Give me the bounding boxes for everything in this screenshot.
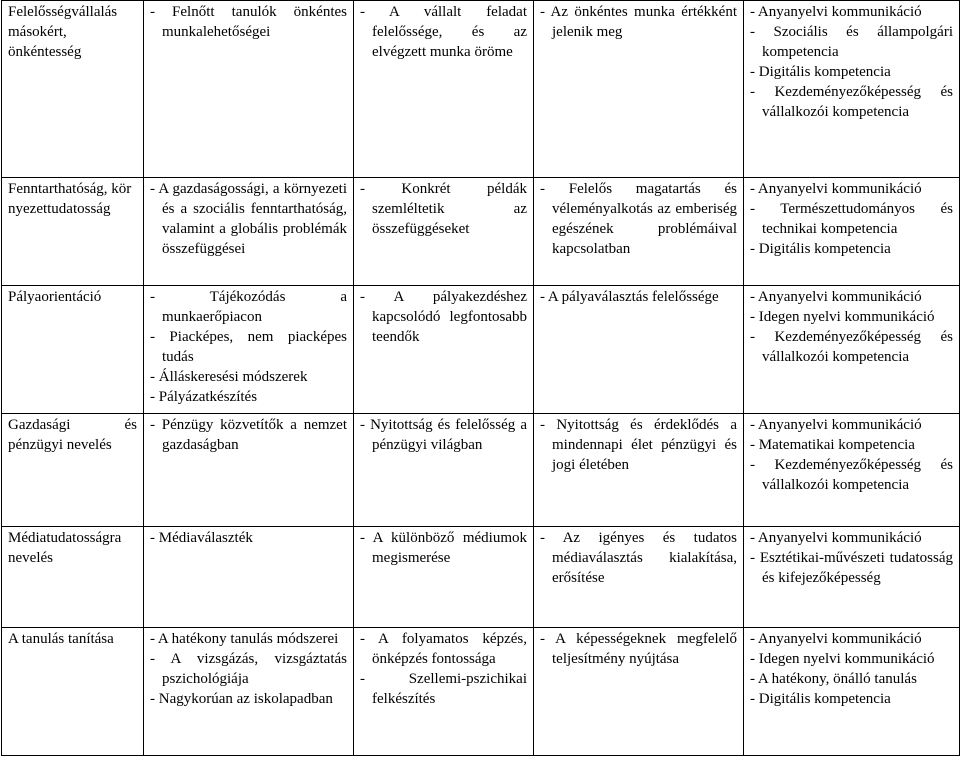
- content-cell: [144, 414, 354, 527]
- list-item: - Idegen nyelvi kommunikáció: [750, 651, 935, 667]
- topic-cell: [2, 286, 144, 414]
- goals-cell: [354, 628, 534, 756]
- list-item: - Az önkéntes munka értékként jelenik meg: [540, 4, 737, 40]
- list-item: - A pályakezdéshez kapcsolódó legfontosabb teendők: [360, 289, 527, 345]
- topic-text: Pályaorientáció: [8, 289, 102, 305]
- list-item: - Álláskeresési módszerek: [150, 369, 308, 385]
- curriculum-table: [1, 0, 960, 756]
- topic-cell: [2, 178, 144, 286]
- list-item: - Anyanyelvi kommunikáció: [750, 631, 922, 647]
- content-cell: [144, 286, 354, 414]
- list-item: - Felelős magatartás és véleményalkotás az emberiség egészének problémáival kapcsolatban: [540, 181, 737, 257]
- table-row: [2, 414, 960, 527]
- list-item: - Nyitottság és érdeklődés a mindennapi élet pénzügyi és jogi életében: [540, 417, 737, 473]
- content-cell: [144, 1, 354, 178]
- list-item: - Anyanyelvi kommunikáció: [750, 289, 922, 305]
- list-item: - Kezdeményezőképesség és vállalkozói kompetencia: [750, 329, 953, 365]
- attitudes-cell: [534, 527, 744, 628]
- list-item: - Szellemi-pszichikai felkészítés: [360, 671, 527, 707]
- list-item: - A pályaválasztás felelőssége: [540, 289, 719, 305]
- topic-text: A tanulás tanítása: [8, 631, 114, 647]
- attitudes-cell: [534, 414, 744, 527]
- list-item: - Anyanyelvi kommunikáció: [750, 530, 922, 546]
- list-item: - Esztétikai-művészeti tudatosság és kifejezőképesség: [750, 550, 953, 586]
- competences-cell: [744, 286, 960, 414]
- list-item: - Pénzügy közvetítők a nemzet gazdaságban: [150, 417, 347, 453]
- competences-cell: [744, 628, 960, 756]
- topic-cell: [2, 628, 144, 756]
- goals-cell: [354, 286, 534, 414]
- list-item: - Piacképes, nem piacképes tudás: [150, 329, 347, 365]
- topic-text: Felelősségvállalás másokért, önkéntesség: [8, 4, 118, 60]
- list-item: - Anyanyelvi kommunikáció: [750, 181, 922, 197]
- competences-cell: [744, 527, 960, 628]
- list-item: - A hatékony, önálló tanulás: [750, 671, 917, 687]
- topic-text: Médiatudatosságra nevelés: [8, 530, 122, 566]
- list-item: - Médiaválaszték: [150, 530, 253, 546]
- list-item: - Matematikai kompetencia: [750, 437, 915, 453]
- list-item: - Anyanyelvi kommunikáció: [750, 417, 922, 433]
- table-row: [2, 286, 960, 414]
- attitudes-cell: [534, 286, 744, 414]
- list-item: - Anyanyelvi kommunikáció: [750, 4, 922, 20]
- list-item: - Digitális kompetencia: [750, 691, 891, 707]
- competences-cell: [744, 414, 960, 527]
- list-item: - Kezdeményezőképesség és vállalkozói kompetencia: [750, 84, 953, 120]
- list-item: - Digitális kompetencia: [750, 64, 891, 80]
- list-item: - Az igényes és tudatos médiaválasztás kialakítása, erősítése: [540, 530, 737, 586]
- table-row: [2, 628, 960, 756]
- topic-cell: [2, 527, 144, 628]
- goals-cell: [354, 414, 534, 527]
- list-item: - A folyamatos képzés, önképzés fontossága: [360, 631, 527, 667]
- list-item: - Idegen nyelvi kommunikáció: [750, 309, 935, 325]
- list-item: - Felnőtt tanulók önkéntes munkalehetőségei: [150, 4, 347, 40]
- topic-text: Fenntarthatóság, környezettudatosság: [8, 181, 132, 217]
- goals-cell: [354, 1, 534, 178]
- list-item: - Pályázatkészítés: [150, 389, 258, 405]
- content-cell: [144, 628, 354, 756]
- competences-cell: [744, 1, 960, 178]
- list-item: - A vállalt feladat felelőssége, és az elvégzett munka öröme: [360, 4, 527, 60]
- content-cell: [144, 178, 354, 286]
- table-row: [2, 178, 960, 286]
- list-item: - A képességeknek megfelelő teljesítmény nyújtása: [540, 631, 737, 667]
- table-row: [2, 527, 960, 628]
- topic-text: Gazdasági és pénzügyi nevelés: [8, 417, 137, 453]
- table-row: [2, 1, 960, 178]
- list-item: - A hatékony tanulás módszerei: [150, 631, 339, 647]
- list-item: - Szociális és állampolgári kompetencia: [750, 24, 953, 60]
- list-item: - A vizsgázás, vizsgáztatás pszichológiája: [150, 651, 347, 687]
- topic-cell: [2, 1, 144, 178]
- list-item: - A gazdaságossági, a környezeti és a szociális fenntarthatóság, valamint a globális problémák összefüggései: [150, 181, 347, 257]
- list-item: - A különböző médiumok megismerése: [360, 530, 527, 566]
- attitudes-cell: [534, 628, 744, 756]
- goals-cell: [354, 527, 534, 628]
- list-item: - Konkrét példák szemléltetik az összefüggéseket: [360, 181, 527, 237]
- list-item: - Kezdeményezőképesség és vállalkozói kompetencia: [750, 457, 953, 493]
- content-cell: [144, 527, 354, 628]
- attitudes-cell: [534, 1, 744, 178]
- list-item: - Tájékozódás a munkaerőpiacon: [150, 289, 347, 325]
- goals-cell: [354, 178, 534, 286]
- topic-cell: [2, 414, 144, 527]
- competences-cell: [744, 178, 960, 286]
- list-item: - Természettudományos és technikai kompetencia: [750, 201, 953, 237]
- list-item: - Nagykorúan az iskolapadban: [150, 691, 333, 707]
- list-item: - Nyitottság és felelősség a pénzügyi világban: [360, 417, 527, 453]
- list-item: - Digitális kompetencia: [750, 241, 891, 257]
- attitudes-cell: [534, 178, 744, 286]
